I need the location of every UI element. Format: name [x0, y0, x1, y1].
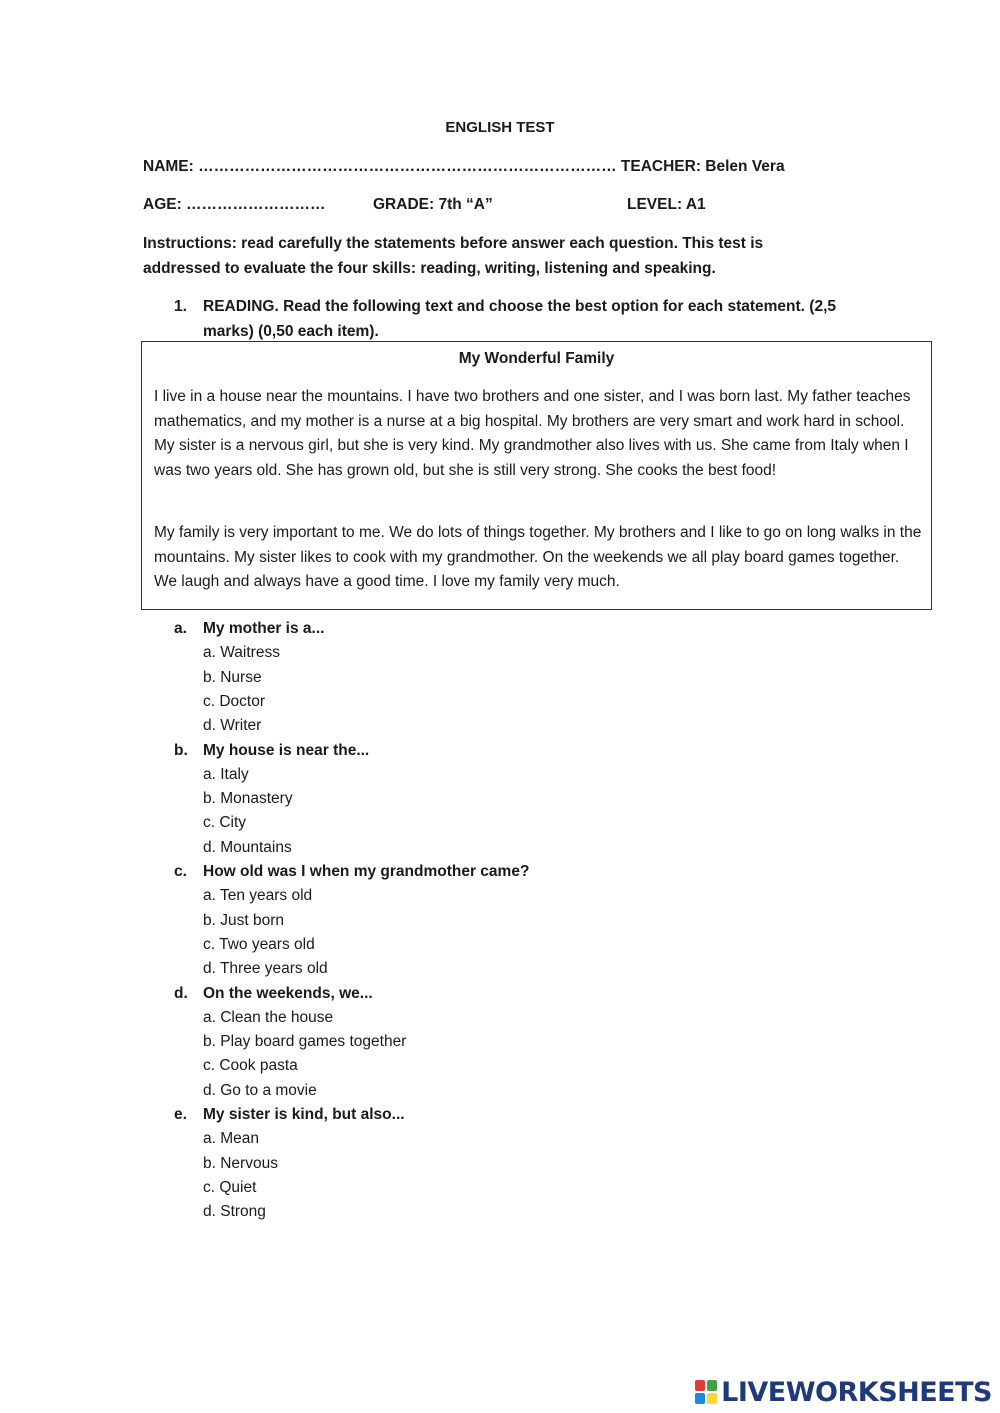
question-letter: a.	[174, 620, 187, 637]
question-text: My mother is a...	[203, 620, 325, 637]
answer-option[interactable]: b. Nurse	[203, 668, 262, 686]
answer-option[interactable]: b. Play board games together	[203, 1033, 407, 1051]
logo-text: LIVEWORKSHEETS	[721, 1376, 992, 1408]
question-text: My house is near the...	[203, 741, 370, 759]
answer-option[interactable]: a. Waitress	[203, 644, 280, 662]
answer-option[interactable]: b. Just born	[203, 911, 284, 929]
reading-title: My Wonderful Family	[458, 350, 615, 367]
grade-field: GRADE: 7th “A”	[373, 196, 493, 213]
question-text: My sister is kind, but also...	[203, 1106, 405, 1123]
answer-option[interactable]: c. City	[203, 814, 247, 832]
answer-option[interactable]: c. Cook pasta	[203, 1057, 298, 1075]
question-text: How old was I when my grandmother came?	[203, 863, 530, 880]
age-field: AGE: ………………………	[143, 196, 326, 213]
answer-option[interactable]: c. Two years old	[203, 935, 315, 953]
question-letter: c.	[174, 863, 187, 880]
name-teacher-line: NAME: ……………………………………………………………………… TEACHER: Belen Vera	[143, 158, 785, 175]
answer-option[interactable]: a. Clean the house	[203, 1008, 334, 1026]
answer-option[interactable]: a. Italy	[203, 765, 249, 783]
answer-option[interactable]: b. Nervous	[203, 1154, 278, 1172]
answer-option[interactable]: a. Ten years old	[203, 887, 313, 905]
level-field: LEVEL: A1	[627, 196, 706, 213]
answer-option[interactable]: c. Doctor	[203, 692, 266, 710]
answer-option[interactable]: d. Three years old	[203, 960, 328, 978]
reading-paragraph: My family is very important to me. We do lots of things together. My brothers and I like to go on long walks in the mountains. My sister likes to cook with my grandmother. On the weekends we all play board games together. We laugh and always have a good time. I love my family very much.	[154, 524, 922, 590]
answer-option[interactable]: d. Mountains	[203, 838, 292, 856]
section-number: 1.	[174, 298, 187, 315]
question-letter: b.	[174, 741, 188, 759]
liveworksheets-logo-icon	[695, 1380, 717, 1404]
reading-paragraph: I live in a house near the mountains. I have two brothers and one sister, and I was born last. My father teaches mathematics, and my mother is a nurse at a big hospital. My brothers are very smart and work hard in school. My sister is a nervous girl, but she is very kind. My grandmother also lives with us. She came from Italy when I was two years old. She has grown old, but she is still very strong. She cooks the best food!	[154, 388, 911, 479]
answer-option[interactable]: c. Quiet	[203, 1178, 257, 1196]
answer-option[interactable]: d. Go to a movie	[203, 1081, 317, 1099]
instructions: Instructions: read carefully the statements before answer each question. This test is addressed to evaluate the four skills: reading, writing, listening and speaking.	[143, 235, 764, 277]
answer-option[interactable]: d. Strong	[203, 1203, 266, 1221]
question-text: On the weekends, we...	[203, 984, 373, 1002]
test-title: ENGLISH TEST	[445, 119, 555, 136]
answer-option[interactable]: d. Writer	[203, 717, 262, 735]
section-heading-text: READING. Read the following text and choose the best option for each statement. (2,5 marks) (0,50 each item).	[203, 298, 836, 340]
question-letter: e.	[174, 1106, 187, 1123]
reading-text-box	[141, 341, 932, 610]
answer-option[interactable]: b. Monastery	[203, 790, 293, 808]
question-letter: d.	[174, 984, 188, 1002]
liveworksheets-logo	[695, 1377, 992, 1407]
answer-option[interactable]: a. Mean	[203, 1130, 260, 1148]
